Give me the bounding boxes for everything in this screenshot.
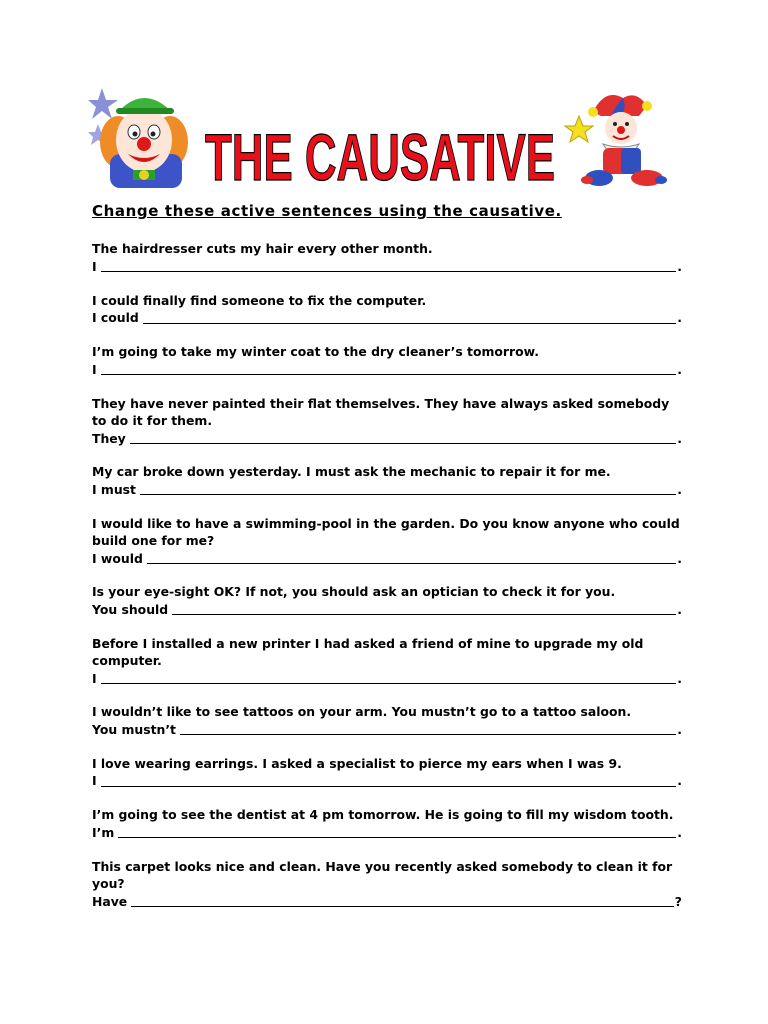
exercise-item	[92, 755, 682, 807]
answer-end-punctuation: .	[677, 361, 682, 377]
answer-row	[92, 361, 682, 379]
answer-end-punctuation: .	[677, 773, 682, 788]
answer-end-punctuation: .	[677, 550, 682, 566]
answer-end-punctuation: .	[677, 601, 682, 617]
exercise-question: I wouldn’t like to see tattoos on your arm. You mustn’t go to a tattoo saloon.	[92, 704, 632, 719]
answer-end-punctuation: .	[677, 721, 682, 737]
answer-blank[interactable]	[180, 733, 676, 735]
exercise-question: The hairdresser cuts my hair every other month.	[92, 241, 433, 256]
exercise-item	[92, 395, 682, 464]
answer-row	[92, 481, 682, 499]
answer-stem: I must	[92, 481, 136, 497]
exercise-item	[92, 703, 682, 755]
answer-stem: You mustn’t	[92, 721, 176, 737]
answer-end-punctuation: .	[677, 258, 682, 274]
exercise-question: My car broke down yesterday. I must ask the mechanic to repair it for me.	[92, 464, 611, 479]
answer-end-punctuation: ?	[674, 893, 682, 909]
answer-blank[interactable]	[172, 613, 676, 615]
exercise-item	[92, 515, 682, 584]
exercise-question: Before I installed a new printer I had asked a friend of mine to upgrade my old computer.	[92, 635, 644, 668]
exercise-item	[92, 858, 682, 927]
exercise-item	[92, 463, 682, 515]
answer-end-punctuation: .	[677, 310, 682, 325]
answer-blank[interactable]	[143, 322, 677, 324]
page-title: THE CAUSATIVE	[205, 120, 555, 194]
exercise-item	[92, 635, 682, 704]
answer-row	[92, 309, 682, 327]
answer-row	[92, 430, 682, 448]
answer-blank[interactable]	[101, 785, 677, 787]
answer-blank[interactable]	[140, 493, 676, 495]
answer-stem: I would	[92, 550, 143, 566]
answer-blank[interactable]	[130, 442, 677, 444]
answer-end-punctuation: .	[677, 430, 682, 446]
exercise-item	[92, 292, 682, 344]
exercise-question: I could finally find someone to fix the computer.	[92, 292, 427, 308]
header	[0, 78, 768, 194]
answer-stem: You should	[92, 601, 169, 617]
answer-end-punctuation: .	[677, 481, 682, 497]
exercise-question: I’m going to see the dentist at 4 pm tomorrow. He is going to fill my wisdom tooth.	[92, 807, 674, 822]
answer-stem: I	[92, 361, 97, 377]
answer-blank[interactable]	[101, 373, 677, 375]
exercise-item	[92, 240, 682, 292]
exercise-item	[92, 583, 682, 635]
answer-row	[92, 721, 682, 739]
answer-row	[92, 258, 682, 276]
answer-stem: They	[92, 430, 126, 446]
exercise-question: I’m going to take my winter coat to the dry cleaner’s tomorrow.	[92, 344, 540, 359]
answer-row	[92, 824, 682, 842]
answer-row	[92, 601, 682, 619]
answer-blank[interactable]	[147, 562, 676, 564]
answer-stem: I	[92, 670, 97, 686]
answer-blank[interactable]	[101, 270, 677, 272]
answer-row	[92, 893, 682, 911]
exercise-question: Is your eye-sight OK? If not, you should ask an optician to check it for you.	[92, 584, 616, 599]
answer-stem: I	[92, 773, 97, 788]
answer-row	[92, 670, 682, 688]
instruction-heading: Change these active sentences using the causative.	[92, 202, 562, 220]
exercise-item	[92, 343, 682, 395]
title-banner	[200, 110, 560, 194]
answer-blank[interactable]	[101, 682, 677, 684]
answer-stem: I’m	[92, 824, 115, 840]
exercise-question: This carpet looks nice and clean. Have you recently asked somebody to clean it for you?	[92, 858, 673, 891]
jester-clown-icon	[565, 86, 673, 188]
answer-stem: Have	[92, 893, 128, 909]
exercise-list	[92, 240, 682, 926]
exercise-question: I would like to have a swimming-pool in the garden. Do you know anyone who could build one for me?	[92, 515, 680, 548]
answer-end-punctuation: .	[677, 824, 682, 840]
answer-stem: I	[92, 258, 97, 274]
answer-blank[interactable]	[118, 836, 676, 838]
clown-face-icon	[88, 84, 188, 188]
exercise-question: I love wearing earrings. I asked a specialist to pierce my ears when I was 9.	[92, 755, 622, 771]
exercise-question: They have never painted their flat themselves. They have always asked somebody to do it for them.	[92, 395, 670, 428]
answer-blank[interactable]	[131, 905, 674, 907]
answer-row	[92, 772, 682, 790]
answer-row	[92, 550, 682, 568]
answer-end-punctuation: .	[677, 670, 682, 686]
exercise-item	[92, 806, 682, 858]
answer-stem: I could	[92, 310, 139, 325]
